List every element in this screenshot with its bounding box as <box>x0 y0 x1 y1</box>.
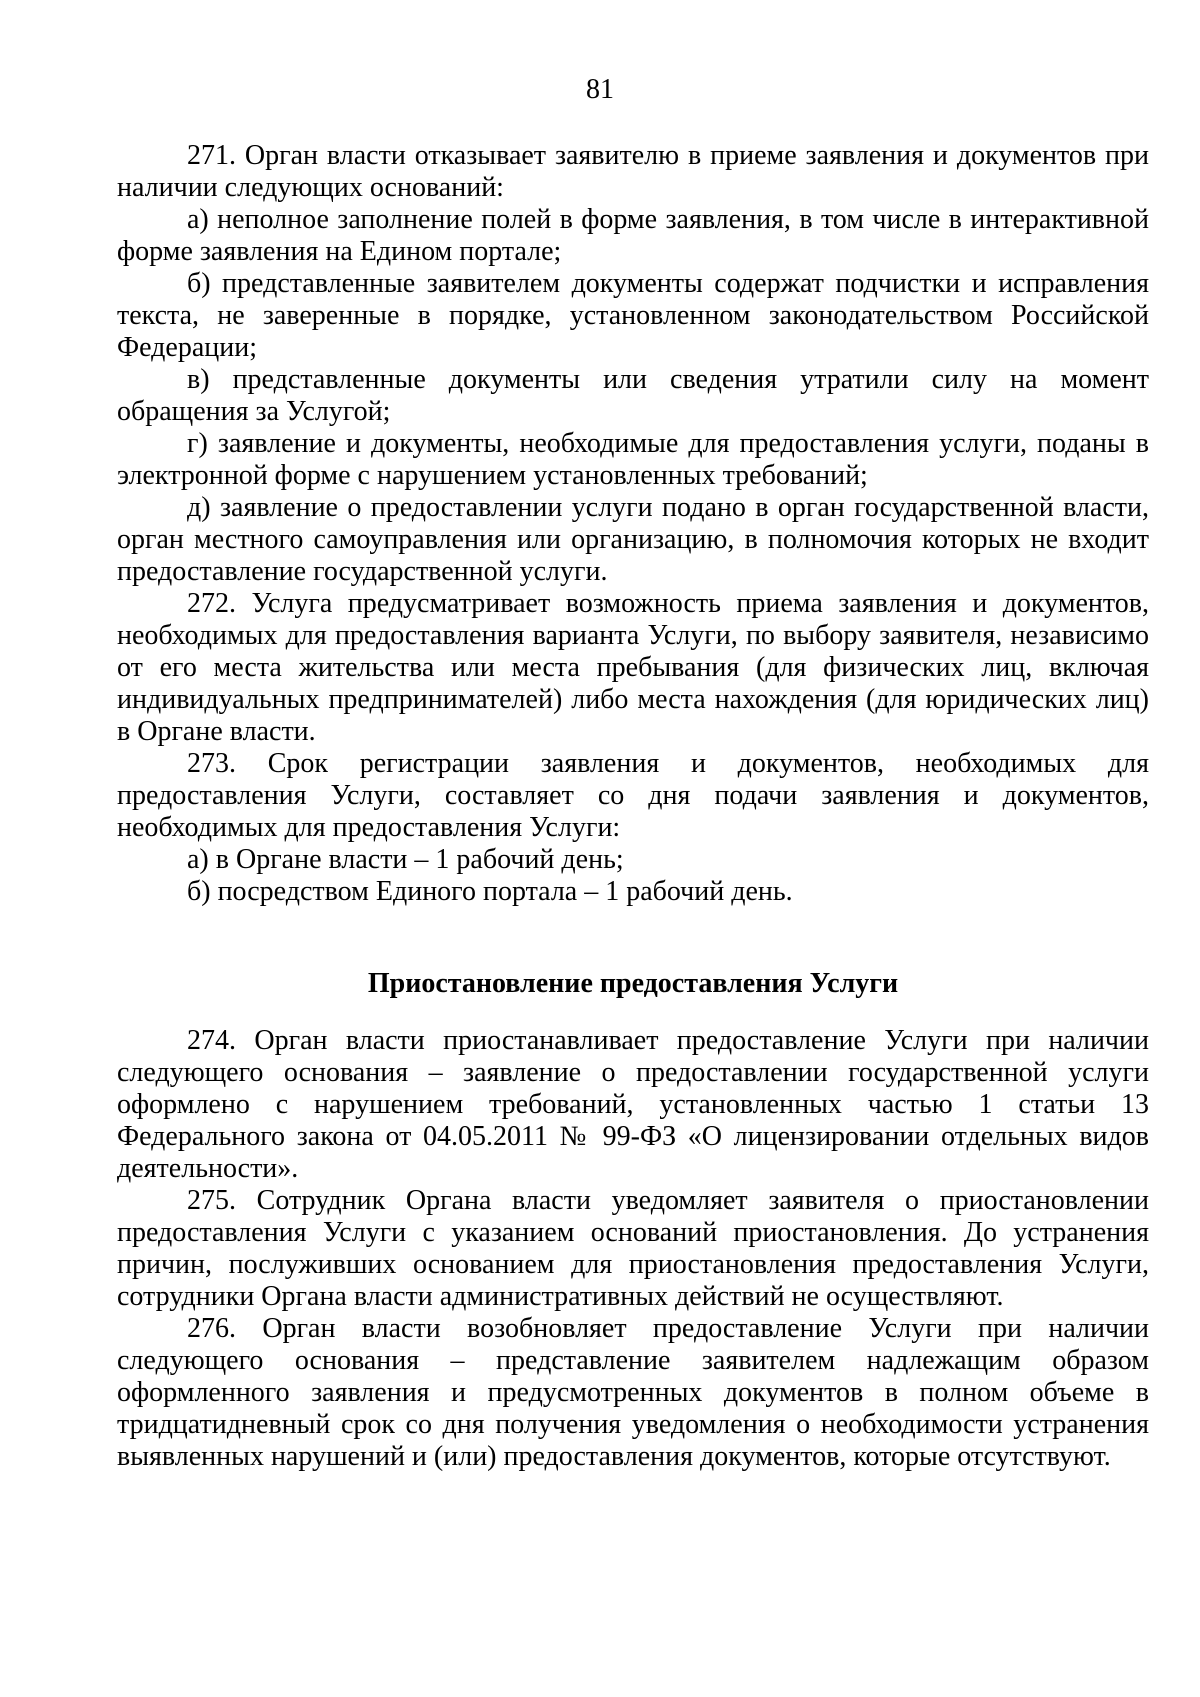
paragraph-273-b: б) посредством Единого портала – 1 рабочий день. <box>187 876 793 907</box>
paragraph-272: 272. Услуга предусматривает возможность приема заявления и документов, необходимых для предоставления варианта Услуги, по выбору заявителя, независимо от его места жительства или места пребывания (для физических лиц, включая индивидуальных предпринимателей) либо места нахождения (для юридических лиц) в Органе власти. <box>117 588 1149 747</box>
paragraph-271: 271. Орган власти отказывает заявителю в приеме заявления и документов при наличии следующих оснований: <box>117 140 1149 203</box>
paragraph-271-d: д) заявление о предоставлении услуги подано в орган государственной власти, орган местного самоуправления или организацию, в полномочия которых не входит предоставление государственной услуги. <box>117 492 1149 587</box>
paragraph-271-v: в) представленные документы или сведения утратили силу на момент обращения за Услугой; <box>117 364 1149 427</box>
paragraph-275: 275. Сотрудник Органа власти уведомляет заявителя о приостановлении предоставления Услуги с указанием оснований приостановления. До устранения причин, послуживших основанием для приостановления предоставления Услуги, сотрудники Органа власти административных действий не осуществляют. <box>117 1185 1149 1312</box>
page-number: 81 <box>586 74 614 105</box>
paragraph-273: 273. Срок регистрации заявления и документов, необходимых для предоставления Услуги, составляет со дня подачи заявления и документов, необходимых для предоставления Услуги: <box>117 748 1149 843</box>
section-heading: Приостановление предоставления Услуги <box>367 968 899 999</box>
paragraph-271-a: а) неполное заполнение полей в форме заявления, в том числе в интерактивной форме заявления на Едином портале; <box>117 204 1149 267</box>
paragraph-273-a: а) в Органе власти – 1 рабочий день; <box>187 844 624 875</box>
paragraph-276: 276. Орган власти возобновляет предоставление Услуги при наличии следующего основания – представление заявителем надлежащим образом оформленного заявления и предусмотренных документов в полном объеме в тридцатидневный срок со дня получения уведомления о необходимости устранения выявленных нарушений и (или) предоставления документов, которые отсутствуют. <box>117 1313 1149 1472</box>
paragraph-271-b: б) представленные заявителем документы содержат подчистки и исправления текста, не заверенные в порядке, установленном законодательством Российской Федерации; <box>117 268 1149 363</box>
paragraph-271-g: г) заявление и документы, необходимые для предоставления услуги, поданы в электронной форме с нарушением установленных требований; <box>117 428 1149 491</box>
document-body <box>117 140 1149 1473</box>
paragraph-274: 274. Орган власти приостанавливает предоставление Услуги при наличии следующего основания – заявление о предоставлении государственной услуги оформлено с нарушением требований, установленных частью 1 статьи 13 Федерального закона от 04.05.2011 № 99-ФЗ «О лицензировании отдельных видов деятельности». <box>117 1025 1149 1184</box>
